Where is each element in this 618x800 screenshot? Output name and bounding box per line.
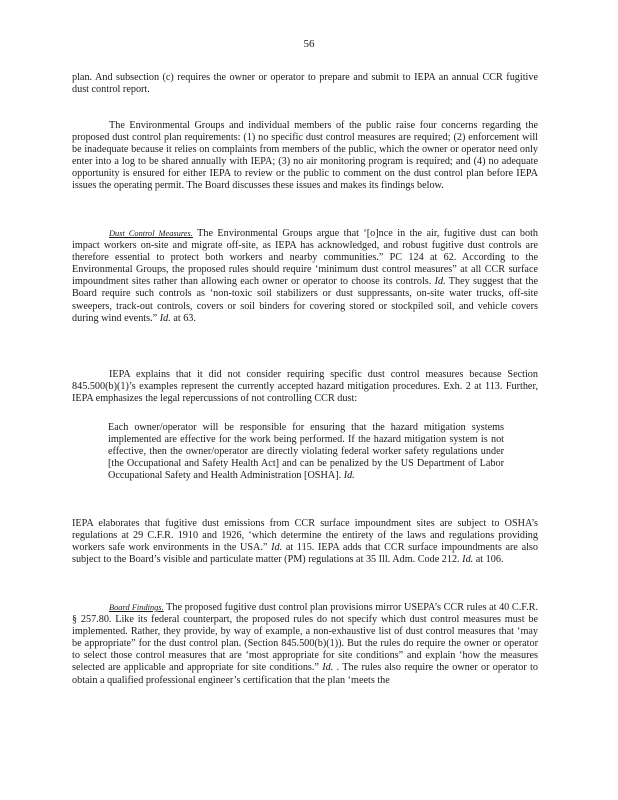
paragraph-iepa-explains	[72, 369, 538, 405]
citation: Id.	[271, 542, 283, 554]
text-run: at 106.	[473, 554, 504, 566]
paragraph-iepa-explains-text: IEPA explains that it did not consider requiring specific dust control measures because Section 845.500(b)(1)’s examples represent the currently accepted hazard mitigation procedures. Exh. 2 at 113. Further, IEPA emphasizes the legal repercussions of not controlling CCR dust:	[72, 369, 538, 405]
paragraph-board-findings-text	[72, 602, 538, 687]
citation: Id.	[343, 470, 355, 482]
citation: Id.	[159, 312, 171, 324]
text-run: at 63.	[170, 312, 196, 324]
text-run: The Environmental Groups argue that ‘[o]nce in the air, fugitive dust can both impact workers on-site and migrate off-site, as IEPA has acknowledged, and robust fugitive dust controls are therefore essential to protect both workers and nearby communities.” PC 124 at 62. According to the Environmental Groups, the proposed rules should require ‘minimum dust control measures” at all CCR surface impoundment sites rather than allowing each owner or operator to choose its controls.	[72, 228, 538, 288]
paragraph-1-text: plan. And subsection (c) requires the owner or operator to prepare and submit to IEPA an annual CCR fugitive dust control report.	[72, 72, 538, 96]
dust-control-heading: Dust Control Measures.	[109, 229, 193, 238]
paragraph-iepa-elaborates-text	[72, 518, 538, 566]
paragraph-board-findings	[72, 602, 538, 687]
text-run: . The rules also require the owner or operator to obtain a qualified professional engineer’s certification that the plan ‘meets the	[72, 662, 538, 686]
paragraph-1	[72, 72, 538, 96]
citation: Id.	[322, 662, 334, 674]
paragraph-2	[72, 120, 538, 193]
paragraph-dust-control-text	[72, 228, 538, 325]
board-findings-heading: Board Findings.	[109, 603, 164, 612]
block-quote-text	[108, 422, 504, 482]
block-quote	[108, 422, 504, 482]
paragraph-dust-control	[72, 228, 538, 325]
paragraph-2-text: The Environmental Groups and individual members of the public raise four concerns regarding the proposed dust control plan requirements: (1) no specific dust control measures are required; (2) enforcement will be inadequate because it relies on complaints from members of the public, which the owner or operator need only enter into a log to be shared annually with IEPA; (3) no air monitoring program is required; and (4) no adequate opportunity is ensured for either IEPA to review or the public to comment on the dust control plan before IEPA issues the operating permit. The Board discusses these issues and makes its findings below.	[72, 120, 538, 192]
citation: Id.	[434, 276, 446, 288]
text-run: The proposed fugitive dust control plan provisions mirror USEPA’s CCR rules at 40 C.F.R. § 257.80. Like its federal counterpart, the proposed rules do not specify which dust control measures must be implemented. Rather, they provide, by way of example, a non-exhaustive list of dust control measures that ‘may be appropriate” for the dust control plan. (Section 845.500(b)(1)). But the rules do require the owner or operator to select those control measures that are ‘most appropriate for site conditions” and explain ‘how the measures selected are applicable and appropriate for site conditions.”	[72, 602, 538, 674]
paragraph-iepa-elaborates	[72, 518, 538, 566]
text-run: They suggest that the Board require such controls as ‘non-toxic soil stabilizers or dust suppressants, on-site water trucks, off-site sweepers, track-out controls, covers or soil binders for covering stored or stockpiled soil, and vehicle covers during wind events.”	[72, 276, 538, 324]
citation: Id.	[462, 554, 474, 566]
text-run: at 115. IEPA adds that CCR surface impoundments are also subject to the Board’s visible and particulate matter (PM) regulations at 35 Ill. Adm. Code 212.	[72, 542, 538, 566]
page-number: 56	[303, 38, 315, 50]
text-run: IEPA elaborates that fugitive dust emissions from CCR surface impoundment sites are subject to OSHA’s regulations at 29 C.F.R. 1910 and 1926, ‘which determine the entirety of the laws and regulations providing workers safe work environments in the USA.”	[72, 518, 538, 554]
text-run: Each owner/operator will be responsible for ensuring that the hazard mitigation systems implemented are effective for the work being performed. If the hazard mitigation system is not effective, then the owner/operator are directly violating federal worker safety regulations under [the Occupational and Safety Health Act] and can be penalized by the US Department of Labor Occupational Safety and Health Administration [OSHA].	[108, 422, 504, 482]
